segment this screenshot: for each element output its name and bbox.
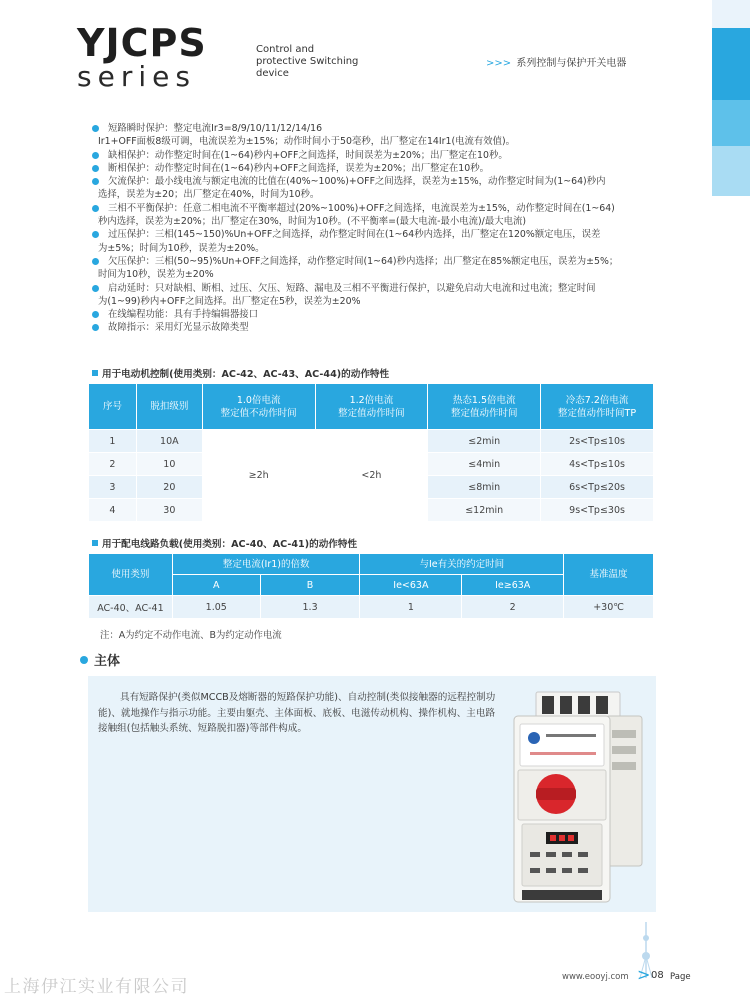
header-cell: 使用类别 (89, 554, 173, 596)
feature-continuation: Ir1+OFF面板8级可调，电流误差为±15%；动作时间小于50毫秒，出厂整定在14Ir1(电流有效值)。 (98, 136, 516, 148)
table-cell: 20 (136, 476, 202, 499)
panel-button (530, 852, 540, 857)
table-cell: 10 (136, 453, 202, 476)
header-cell: A (172, 575, 260, 596)
side-strip-top (712, 0, 750, 28)
header-category-label: 系列控制与保护开关电器 (516, 58, 627, 69)
header-cell: 基准温度 (564, 554, 654, 596)
panel-button (546, 852, 556, 857)
header-cell: Ie≥63A (462, 575, 564, 596)
side-slot (612, 746, 636, 754)
terminal-screw (542, 696, 554, 714)
table-cell: ≤2min (428, 430, 541, 453)
bullet-icon (92, 125, 99, 132)
brand-title: YJCPS (77, 21, 207, 65)
feature-continuation: 为(1~99)秒内+OFF之间选择。出厂整定在5秒，误差为±20% (98, 295, 361, 307)
feature-item (92, 175, 680, 202)
feature-text: 启动延时：只对缺相、断相、过压、欠压、短路、漏电及三相不平衡进行保护，以避免启动大电流和过电流；整定时间 (108, 282, 596, 294)
main-description: 具有短路保护(类似MCCB及熔断器的短路保护功能)、自动控制(类似接触器的远程控制功能)、就地操作与指示功能。主要由躯壳、主体面板、底板、电滋传动机构、操作机构、主电路接触组(包括触头系统、短路脱扣器)等部件构成。 (98, 692, 496, 734)
feature-continuation: 选择，误差为±20；出厂整定在40%，时间为10秒。 (98, 189, 320, 201)
table-cell: ≤8min (428, 476, 541, 499)
table-cell: +30℃ (564, 596, 654, 619)
header-category (486, 54, 626, 69)
logo-mark (528, 732, 540, 744)
page-label: Page (670, 972, 691, 982)
terminal-screw (596, 696, 608, 714)
table-cell: 2s<Tp≤10s (541, 430, 654, 453)
terminal-screw (578, 696, 590, 714)
panel-button (530, 868, 540, 873)
feature-text: 断相保护：动作整定时间在(1~64)秒内+OFF之间选择，误差为±20%；出厂整定在10秒。 (108, 162, 489, 174)
feature-text: 缺相保护：动作整定时间在(1~64)秒内+OFF之间选择，时间误差为±20%；出厂整定在10秒。 (108, 149, 508, 161)
bullet-icon (92, 285, 99, 292)
company-name: 上海伊江实业有限公司 (4, 977, 189, 997)
table1-title-text: 用于电动机控制(使用类别：AC-42、AC-43、AC-44)的动作特性 (102, 369, 390, 380)
table-cell: 2 (89, 453, 137, 476)
bullet-icon (92, 258, 99, 265)
table-cell: ≤12min (428, 499, 541, 522)
feature-item (92, 228, 680, 255)
feature-continuation: 时间为10秒，误差为±20% (98, 269, 214, 281)
table2-title (92, 536, 357, 550)
square-bullet-icon (92, 540, 98, 546)
bullet-icon (92, 324, 99, 331)
table-cell: 2 (462, 596, 564, 619)
motor-control-table (88, 383, 654, 522)
header-desc-line: device (256, 68, 289, 79)
header-cell: Ie<63A (360, 575, 462, 596)
table-cell: 1.05 (172, 596, 260, 619)
feature-item (92, 149, 680, 162)
bottom-terminals (522, 890, 602, 900)
table-cell: AC-40、AC-41 (89, 596, 173, 619)
table-cell: 10A (136, 430, 202, 453)
section-heading-text: 主体 (94, 654, 121, 669)
header-desc-line: Control and (256, 44, 315, 55)
header-cell: 整定电流(Ir1)的倍数 (172, 554, 360, 575)
table-cell-merged: <2h (315, 430, 428, 522)
table-cell: 9s<Tp≤30s (541, 499, 654, 522)
side-slot (612, 730, 636, 738)
feature-continuation: 为±5%；时间为10秒，误差为±20%。 (98, 242, 265, 254)
feature-item (92, 202, 680, 229)
header-description (256, 44, 386, 80)
feature-text: 在线编程功能：具有手持编辑器接口 (108, 309, 259, 321)
header-cell: 与Ie有关的约定时间 (360, 554, 564, 575)
feature-text: 欠流保护：最小线电流与额定电流的比值在(40%~100%)+OFF之间选择，误差为±15%，动作整定时间为(1~64)秒内 (108, 176, 606, 188)
panel-button (562, 868, 572, 873)
table-cell: 3 (89, 476, 137, 499)
table-note: 注：A为约定不动作电流、B为约定动作电流 (100, 630, 282, 641)
dot-icon (80, 656, 88, 664)
feature-item (92, 255, 680, 282)
header-cell: 1.2倍电流 整定值动作时间 (315, 384, 428, 430)
bullet-icon (92, 152, 99, 159)
header-cell: 热态1.5倍电流 整定值动作时间 (428, 384, 541, 430)
table-cell: 30 (136, 499, 202, 522)
header-arrows: >>> (486, 58, 512, 69)
square-bullet-icon (92, 370, 98, 376)
feature-text: 三相不平衡保护：任意二相电流不平衡率超过(20%~100%)+OFF之间选择，电流误差为±15%，动作整定时间在(1~64) (108, 202, 615, 214)
header-cell: 脱扣级别 (136, 384, 202, 430)
table-cell: 6s<Tp≤20s (541, 476, 654, 499)
feature-item (92, 122, 680, 149)
side-strip-light (712, 146, 750, 196)
panel-button (578, 868, 588, 873)
knob-handle (536, 788, 576, 800)
panel-button (546, 868, 556, 873)
feature-item (92, 321, 680, 334)
table-cell: ≤4min (428, 453, 541, 476)
terminal-screw (560, 696, 572, 714)
table-cell-merged: ≥2h (202, 430, 315, 522)
display-digit (568, 835, 574, 841)
distribution-table (88, 553, 654, 619)
bullet-icon (92, 231, 99, 238)
table-cell: 4s<Tp≤10s (541, 453, 654, 476)
feature-text: 故障指示：采用灯光显示故障类型 (108, 322, 249, 334)
bullet-icon (92, 165, 99, 172)
bullet-icon (92, 205, 99, 212)
device-image (508, 690, 646, 904)
feature-text: 过压保护：三相(145~150)%Un+OFF之间选择，动作整定时间在(1~64秒内选择，出厂整定在120%额定电压，误差 (108, 229, 601, 241)
page-arrow-icon: > (637, 965, 651, 984)
brand-subtitle: series (77, 60, 196, 93)
feature-item (92, 308, 680, 321)
feature-text: 欠压保护：三相(50~95)%Un+OFF之间选择，动作整定时间(1~64)秒内选择；出厂整定在85%额定电压，误差为±5%； (108, 255, 619, 267)
table-cell: 4 (89, 499, 137, 522)
section-heading (80, 650, 120, 669)
side-strip-mid (712, 100, 750, 146)
header-desc-line: protective Switching (256, 56, 359, 67)
display-digit (550, 835, 556, 841)
feature-item (92, 162, 680, 175)
feature-text: 短路瞬时保护：整定电流Ir3=8/9/10/11/12/14/16 (108, 123, 323, 134)
table-row (89, 596, 654, 619)
website-link[interactable]: www.eooyj.com (562, 972, 629, 982)
header-cell: 冷态7.2倍电流 整定值动作时间TP (541, 384, 654, 430)
table1-title (92, 366, 389, 380)
brand (77, 22, 207, 92)
table-cell: 1 (89, 430, 137, 453)
display-digit (559, 835, 565, 841)
feature-continuation: 秒内选择，误差为±20%；出厂整定在30%，时间为10秒。(不平衡率=(最大电流-最小电流)/最大电流) (98, 216, 526, 228)
label-line (546, 734, 596, 737)
table-row (89, 430, 654, 453)
header-cell: B (260, 575, 360, 596)
panel-button (562, 852, 572, 857)
side-strip-blue (712, 28, 750, 100)
features-list (92, 122, 680, 335)
feature-item (92, 282, 680, 309)
bullet-icon (92, 311, 99, 318)
panel-button (578, 852, 588, 857)
table-cell: 1 (360, 596, 462, 619)
label-area (520, 724, 604, 766)
table2-title-text: 用于配电线路负载(使用类别：AC-40、AC-41)的动作特性 (102, 539, 358, 550)
page-number: 08 (651, 970, 664, 981)
bullet-icon (92, 178, 99, 185)
header-cell: 1.0倍电流 整定值不动作时间 (202, 384, 315, 430)
side-slot (612, 762, 636, 770)
side-module (606, 716, 642, 866)
table-cell: 1.3 (260, 596, 360, 619)
label-line (530, 752, 596, 755)
header-cell: 序号 (89, 384, 137, 430)
